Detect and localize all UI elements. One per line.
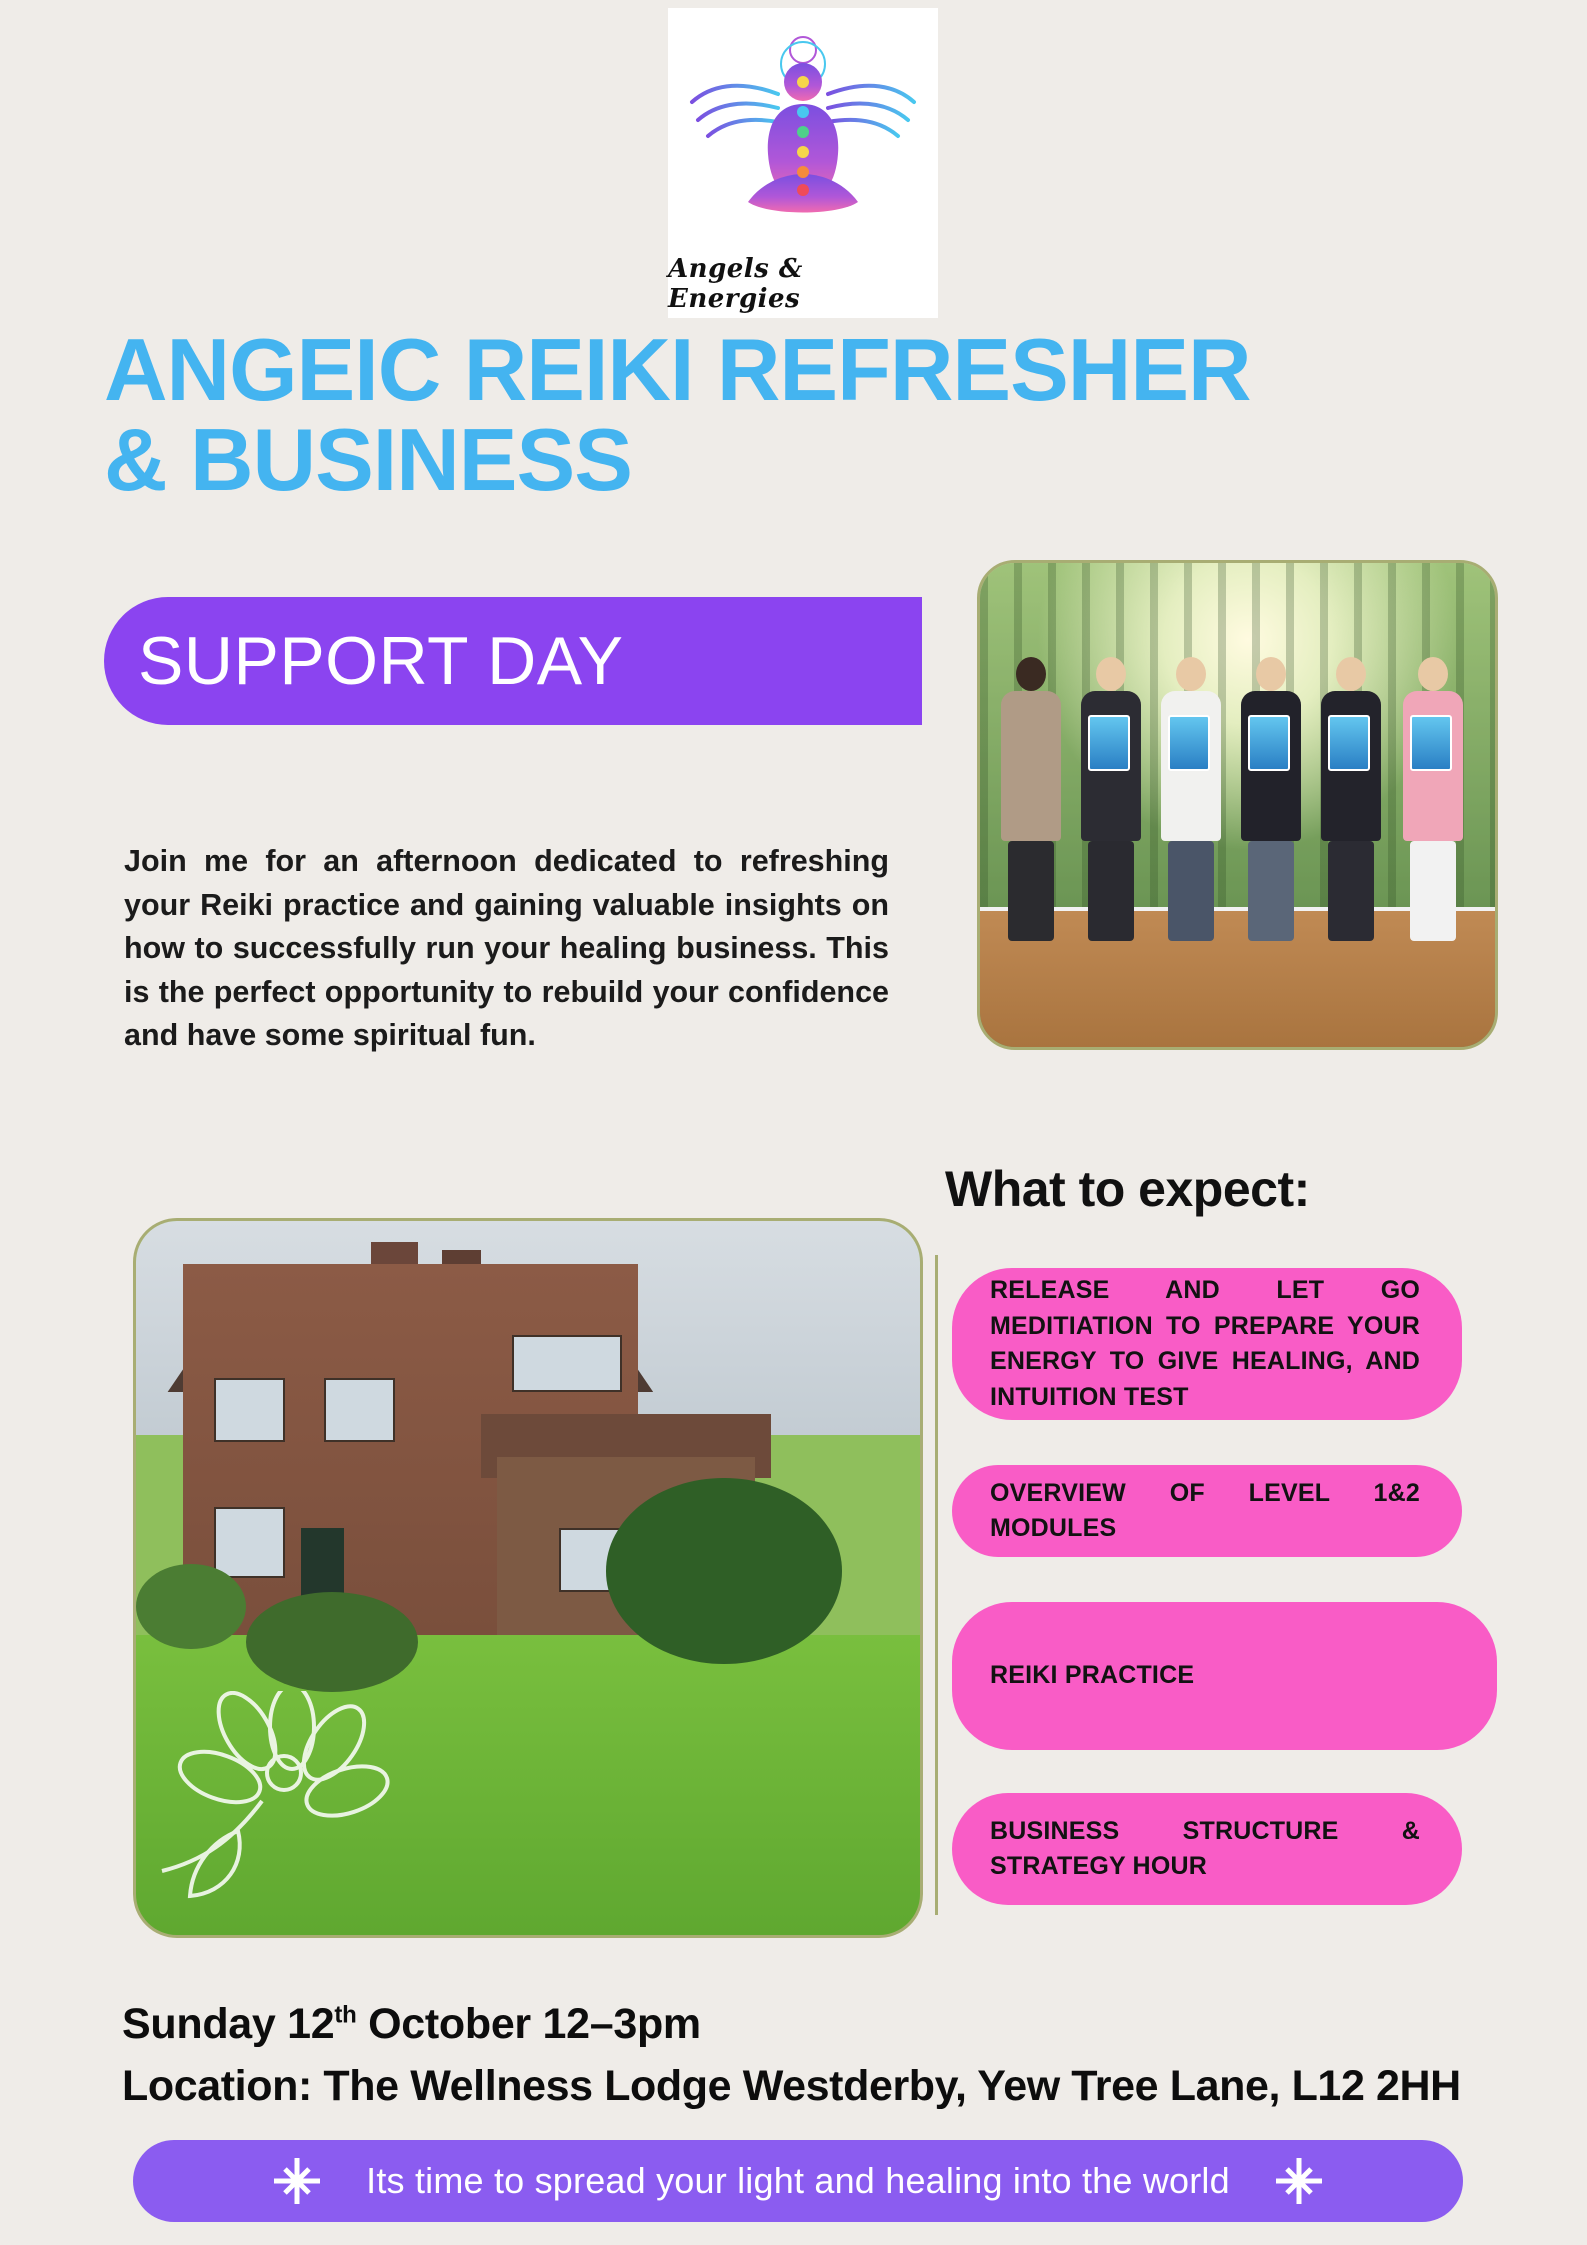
venue-bush bbox=[136, 1564, 246, 1650]
expect-item-label: BUSINESS STRUCTURE & STRATEGY HOUR bbox=[990, 1816, 1420, 1880]
what-to-expect-heading: What to expect: bbox=[945, 1161, 1310, 1217]
person bbox=[1316, 657, 1386, 941]
expect-item-label: RELEASE AND LET GO MEDITIATION TO PREPARE YOUR ENERGY TO GIVE HEALING, AND INTUITION TEST bbox=[990, 1276, 1420, 1411]
support-day-label: SUPPORT DAY bbox=[138, 623, 624, 699]
person bbox=[1076, 657, 1146, 941]
event-date bbox=[122, 2000, 701, 2049]
expect-item bbox=[952, 1268, 1462, 1420]
venue-window bbox=[214, 1378, 285, 1442]
sparkle-icon bbox=[274, 2158, 320, 2204]
title-line-2: & BUSINESS bbox=[104, 409, 632, 509]
event-date-suffix: October 12–3pm bbox=[356, 2000, 701, 2048]
event-date-ordinal: th bbox=[334, 2001, 357, 2029]
venue-window bbox=[324, 1378, 395, 1442]
person bbox=[996, 657, 1066, 941]
expect-item-label: REIKI PRACTICE bbox=[990, 1661, 1195, 1690]
logo-caption: Angels & Energies bbox=[668, 254, 803, 314]
group-photo bbox=[977, 560, 1498, 1050]
event-date-prefix: Sunday 12 bbox=[122, 2000, 335, 2048]
person bbox=[1236, 657, 1306, 941]
expect-item-label: OVERVIEW OF LEVEL 1&2 MODULES bbox=[990, 1478, 1420, 1542]
cta-text: Its time to spread your light and healing into the world bbox=[366, 2160, 1230, 2201]
venue-photo bbox=[133, 1218, 923, 1938]
person bbox=[1398, 657, 1468, 941]
event-location: Location: The Wellness Lodge Westderby, Yew Tree Lane, L12 2HH bbox=[122, 2062, 1461, 2110]
title-line-1: ANGEIC REIKI REFRESHER bbox=[104, 320, 1251, 419]
support-day-banner bbox=[104, 597, 922, 725]
venue-window bbox=[512, 1335, 622, 1392]
page-title bbox=[104, 320, 1524, 509]
venue-window bbox=[214, 1507, 285, 1578]
logo-box bbox=[668, 8, 938, 318]
person bbox=[1156, 657, 1226, 941]
venue-bush bbox=[606, 1478, 841, 1664]
expect-item bbox=[952, 1465, 1462, 1557]
venue-bush bbox=[246, 1592, 418, 1692]
cta-banner bbox=[133, 2140, 1463, 2222]
sparkle-icon bbox=[1276, 2158, 1322, 2204]
chakra-figure-icon bbox=[678, 24, 928, 254]
intro-paragraph: Join me for an afternoon dedicated to refreshing your Reiki practice and gaining valuable insights on how to successfully run your healing business. This is the perfect opportunity to rebuild your confidence and have some spiritual fun. bbox=[124, 844, 889, 1053]
expect-item bbox=[952, 1793, 1462, 1905]
flower-decoration-icon bbox=[142, 1691, 442, 1938]
expect-item bbox=[952, 1602, 1497, 1750]
